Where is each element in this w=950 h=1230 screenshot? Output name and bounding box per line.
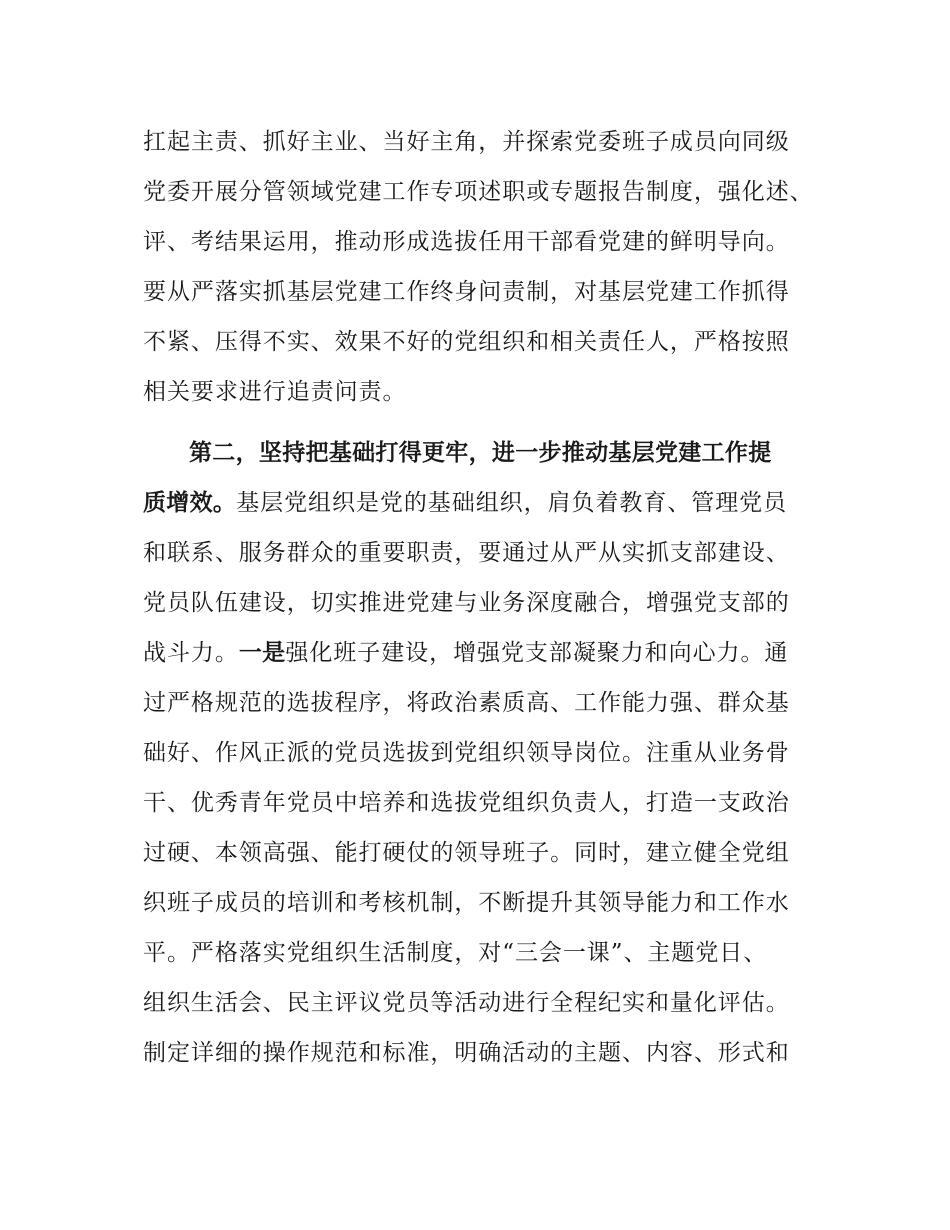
text-line: 过硬、本领高强、能打硬仗的领导班子。同时，建立健全党组	[143, 840, 790, 866]
point-marker: 一是	[238, 640, 286, 666]
text-segment: 基层党组织是党的基础组织，肩负着教育、管理党员	[236, 490, 788, 516]
text-line: 和联系、服务群众的重要职责，要通过从严从实抓支部建设、	[143, 540, 790, 566]
text-line: 相关要求进行追责问责。	[143, 379, 407, 405]
text-line: 础好、作风正派的党员选拔到党组织领导岗位。注重从业务骨	[143, 740, 790, 766]
text-line: 组织生活会、民主评议党员等活动进行全程纪实和量化评估。	[143, 990, 790, 1016]
paragraph-1	[143, 117, 823, 417]
text-line: 制定详细的操作规范和标准，明确活动的主题、内容、形式和	[143, 1040, 790, 1066]
text-line	[143, 478, 823, 528]
text-segment: 强化班子建设，增强党支部凝聚力和向心力。通	[285, 640, 789, 666]
paragraph-2	[143, 428, 823, 1078]
text-line: 干、优秀青年党员中培养和选拔党组织负责人，打造一支政治	[143, 790, 790, 816]
text-line: 党员队伍建设，切实推进党建与业务深度融合，增强党支部的	[143, 590, 790, 616]
text-line: 党委开展分管领域党建工作专项述职或专题报告制度，强化述、	[143, 179, 814, 205]
text-line: 扛起主责、抓好主业、当好主角，并探索党委班子成员向同级	[143, 129, 790, 155]
text-line	[143, 628, 823, 678]
text-line: 不紧、压得不实、效果不好的党组织和相关责任人，严格按照	[143, 329, 790, 355]
text-line: 评、考结果运用，推动形成选拔任用干部看党建的鲜明导向。	[143, 229, 790, 255]
section-heading: 第二，坚持把基础打得更牢，进一步推动基层党建工作提	[189, 440, 772, 466]
text-line: 织班子成员的培训和考核机制，不断提升其领导能力和工作水	[143, 890, 790, 916]
text-line: 过严格规范的选拔程序，将政治素质高、工作能力强、群众基	[143, 690, 790, 716]
text-line: 平。严格落实党组织生活制度，对“三会一课”、主题党日、	[143, 940, 768, 966]
text-line: 要从严落实抓基层党建工作终身问责制，对基层党建工作抓得	[143, 279, 790, 305]
text-segment: 战斗力。	[143, 640, 239, 666]
section-heading-end: 质增效。	[143, 490, 237, 516]
